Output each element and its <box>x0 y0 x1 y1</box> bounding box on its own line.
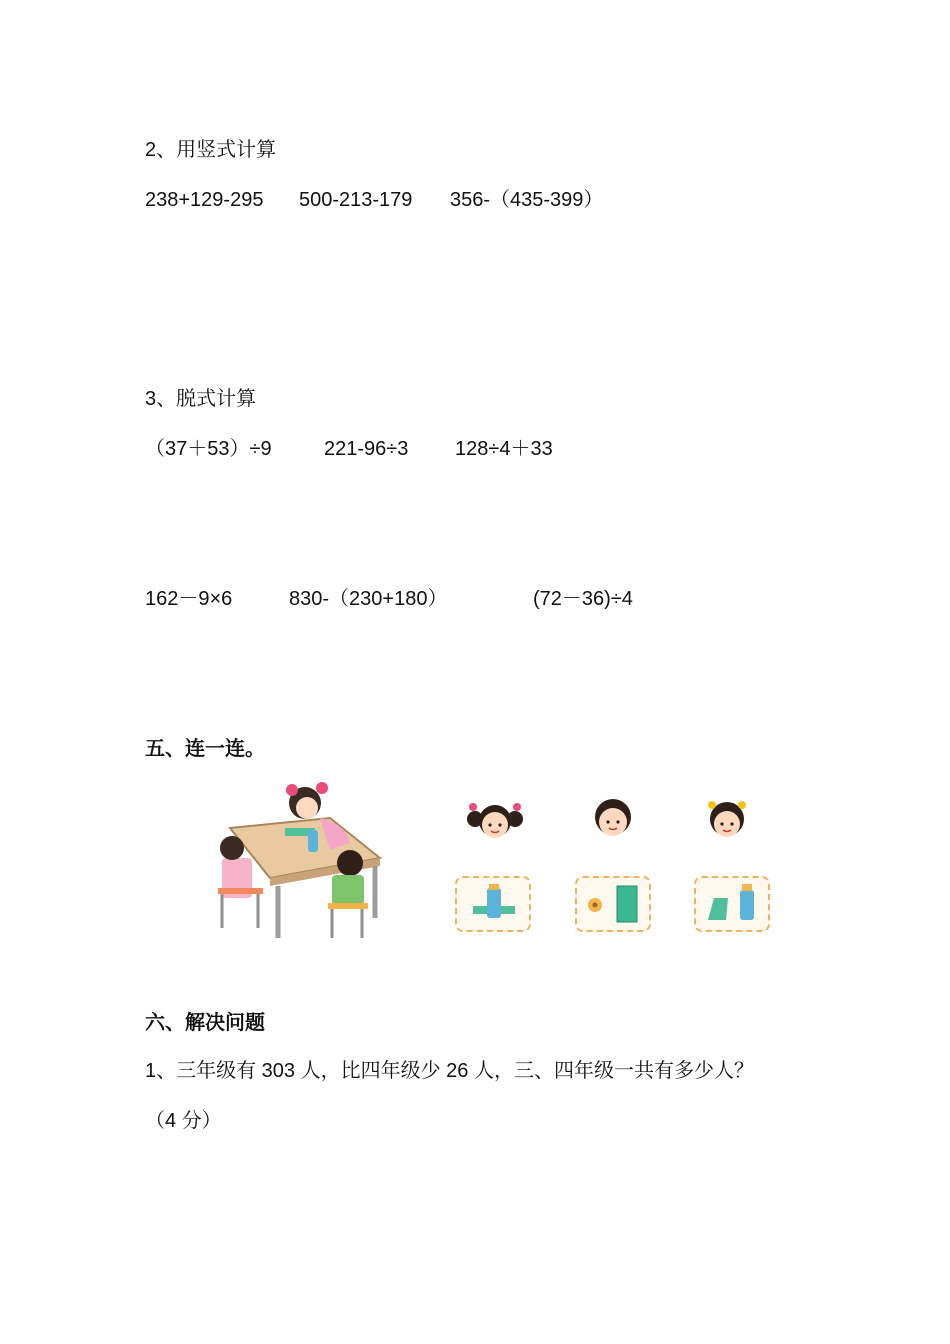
section-6-title: 六、解决问题 <box>145 1012 265 1034</box>
expr-2-3: 356-（435-399） <box>450 189 604 211</box>
expr-3-1: （37＋53）÷9 <box>145 438 272 460</box>
question-1: 1、三年级有 303 人，比四年级少 26 人，三、四年级一共有多少人？ <box>145 1060 754 1082</box>
item-card-2 <box>575 876 651 932</box>
expr-2-1: 238+129-295 <box>145 189 264 211</box>
section-2-title: 2、用竖式计算 <box>145 139 277 161</box>
girl-face-2-icon <box>697 795 757 845</box>
sharpener-book-icon <box>577 878 649 930</box>
expr-3-6: (72－36)÷4 <box>533 588 633 610</box>
expr-3-4: 162－9×6 <box>145 588 233 610</box>
expr-3-3: 128÷4＋33 <box>455 438 553 460</box>
question-1-points: （4 分） <box>145 1110 222 1132</box>
girl-face-1-icon <box>465 797 525 847</box>
books-bottle-icon <box>696 878 768 930</box>
item-card-1 <box>455 876 531 932</box>
expr-3-5: 830-（230+180） <box>289 588 448 610</box>
book-bottle-icon <box>457 878 529 930</box>
expr-3-2: 221-96÷3 <box>324 438 409 460</box>
classroom-scene-illustration <box>210 778 390 943</box>
section-5-title: 五、连一连。 <box>145 738 265 760</box>
item-card-3 <box>694 876 770 932</box>
boy-face-icon <box>585 795 641 843</box>
expr-2-2: 500-213-179 <box>299 189 413 211</box>
section-3-title: 3、脱式计算 <box>145 388 257 410</box>
